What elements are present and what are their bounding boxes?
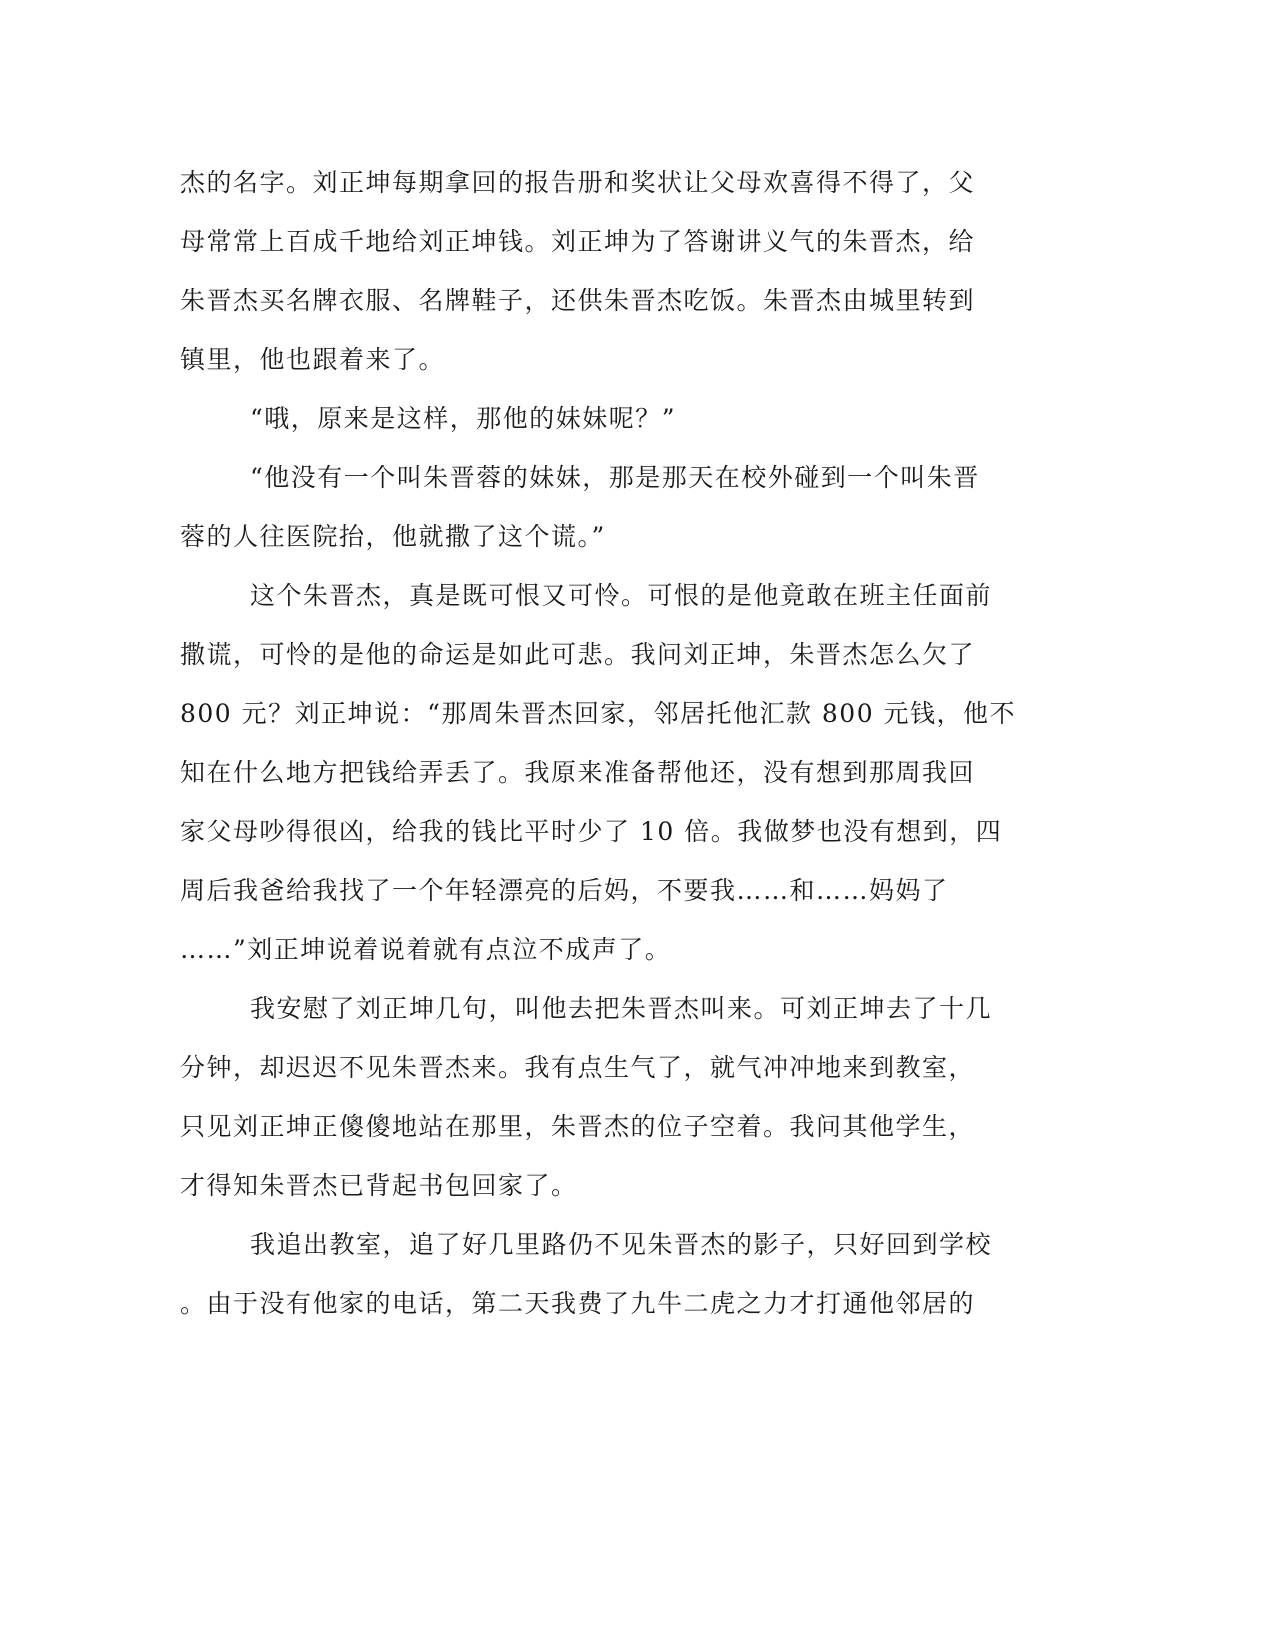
text-line: 我追出教室，追了好几里路仍不见朱晋杰的影子，只好回到学校 (250, 1230, 993, 1259)
text-line: “他没有一个叫朱晋蓉的妹妹，那是那天在校外碰到一个叫朱晋 (250, 463, 980, 492)
text-line: 镇里，他也跟着来了。 (180, 345, 446, 374)
text-line: 母常常上百成千地给刘正坤钱。刘正坤为了答谢讲义气的朱晋杰，给 (180, 227, 976, 256)
text-line: 知在什么地方把钱给弄丢了。我原来准备帮他还，没有想到那周我回 (180, 758, 976, 787)
text-line: ……”刘正坤说着说着就有点泣不成声了。 (180, 935, 672, 964)
text-line: 家父母吵得很凶，给我的钱比平时少了 10 倍。我做梦也没有想到，四 (180, 817, 1003, 846)
text-line: 我安慰了刘正坤几句，叫他去把朱晋杰叫来。可刘正坤去了十几 (250, 994, 993, 1023)
story-text (180, 160, 1030, 1340)
text-line: 800 元？刘正坤说：“那周朱晋杰回家，邻居托他汇款 800 元钱，他不 (180, 699, 1017, 728)
text-line: 朱晋杰买名牌衣服、名牌鞋子，还供朱晋杰吃饭。朱晋杰由城里转到 (180, 286, 976, 315)
text-line: 蓉的人往医院抬，他就撒了这个谎。” (180, 522, 606, 551)
text-line: 才得知朱晋杰已背起书包回家了。 (180, 1171, 578, 1200)
text-line: 。由于没有他家的电话，第二天我费了九牛二虎之力才打通他邻居的 (180, 1289, 976, 1318)
text-line: 这个朱晋杰，真是既可恨又可怜。可恨的是他竟敢在班主任面前 (250, 581, 993, 610)
text-line: “哦，原来是这样，那他的妹妹呢？” (250, 404, 677, 433)
text-line: 只见刘正坤正傻傻地站在那里，朱晋杰的位子空着。我问其他学生， (180, 1112, 976, 1141)
text-line: 周后我爸给我找了一个年轻漂亮的后妈，不要我……和……妈妈了 (180, 876, 949, 905)
text-line: 分钟，却迟迟不见朱晋杰来。我有点生气了，就气冲冲地来到教室， (180, 1053, 976, 1082)
text-line: 杰的名字。刘正坤每期拿回的报告册和奖状让父母欢喜得不得了，父 (180, 168, 976, 197)
text-line: 撒谎，可怜的是他的命运是如此可悲。我问刘正坤，朱晋杰怎么欠了 (180, 640, 976, 669)
